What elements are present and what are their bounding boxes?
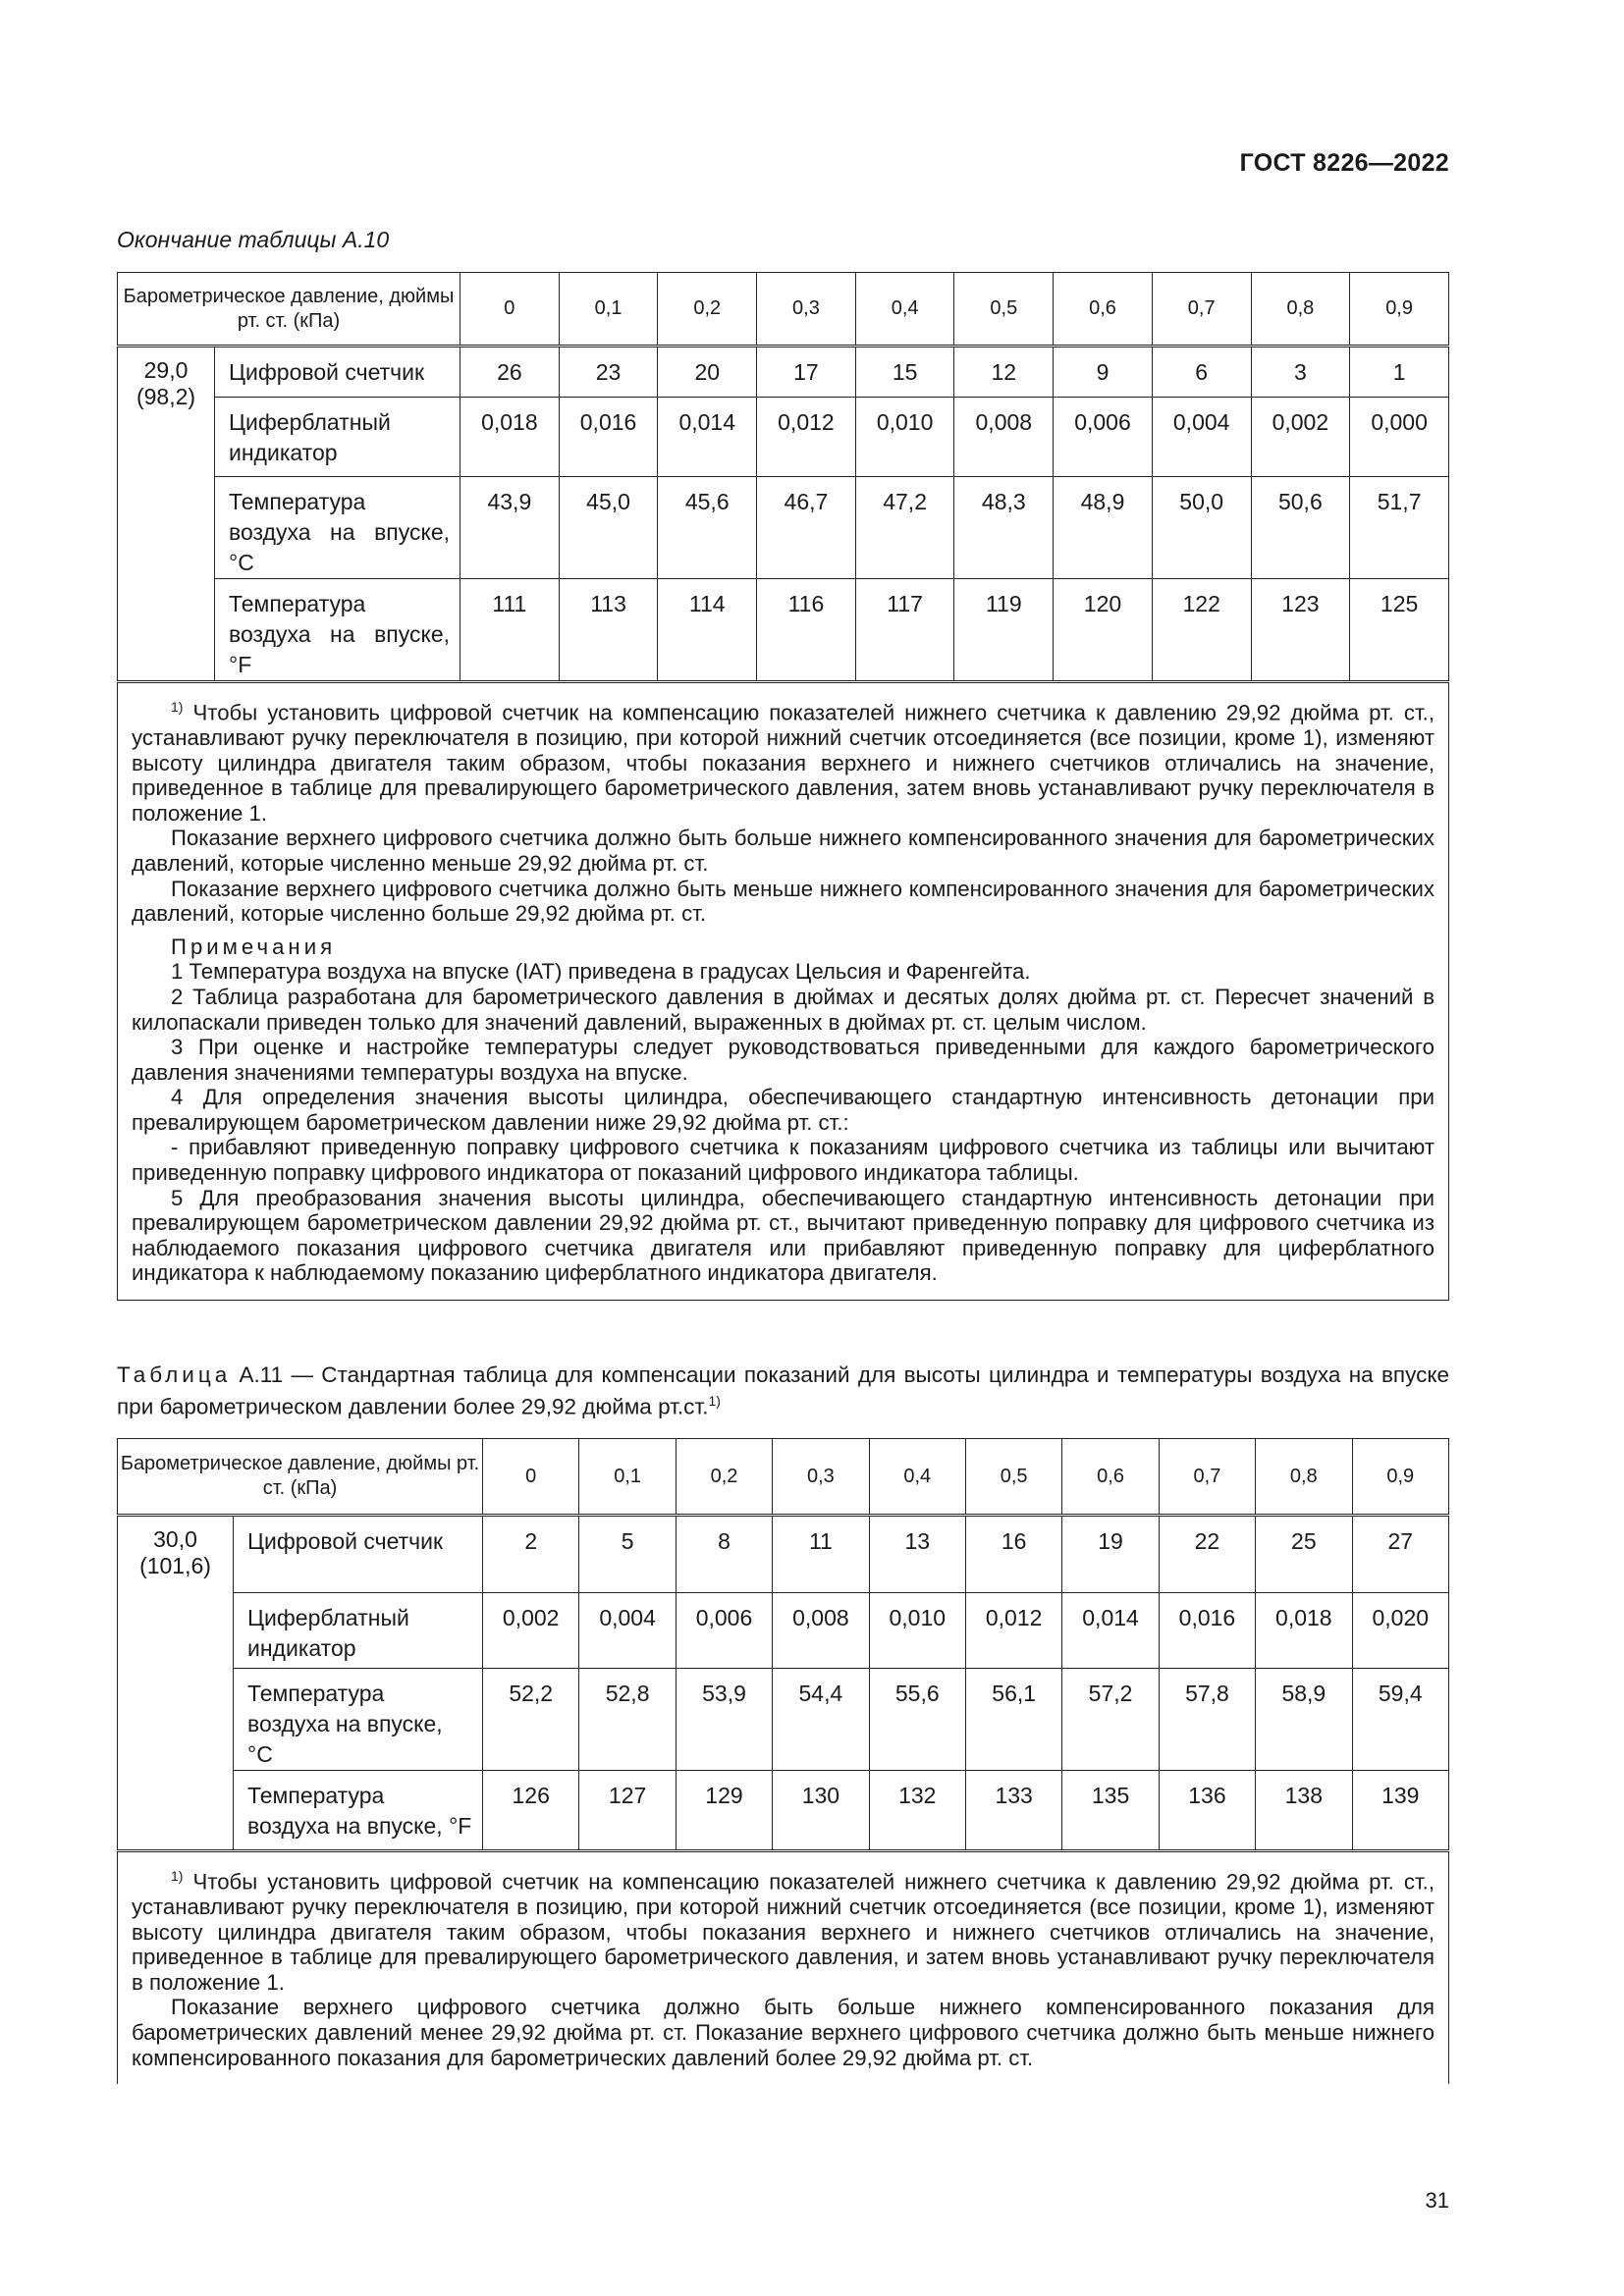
table-cell: 0,006 — [1054, 398, 1153, 477]
caption-footnote-mark: 1) — [708, 1393, 721, 1409]
table-cell: 0,010 — [855, 398, 954, 477]
column-header: 0,1 — [579, 1439, 676, 1516]
table-cell: 1 — [1350, 347, 1449, 398]
table-cell: 9 — [1054, 347, 1153, 398]
footnote-paragraph — [132, 1864, 1435, 1995]
table-notes — [118, 682, 1449, 1301]
column-header: 0,9 — [1350, 273, 1449, 347]
table-row — [118, 477, 1449, 579]
table-header-row — [118, 273, 1449, 347]
column-header: 0,3 — [757, 273, 856, 347]
pressure-header-label: Барометрическое давление, дюймы рт. ст. (кПа) — [118, 1439, 483, 1516]
column-header: 0,7 — [1159, 1439, 1255, 1516]
table-cell: 47,2 — [855, 477, 954, 579]
table-cell: 11 — [773, 1516, 869, 1593]
row-label: Цифровой счетчик — [234, 1516, 483, 1593]
table-cell: 120 — [1054, 579, 1153, 682]
table-cell: 0,008 — [954, 398, 1054, 477]
column-header: 0,7 — [1152, 273, 1251, 347]
table-cell: 55,6 — [869, 1669, 965, 1771]
table-cell: 25 — [1256, 1516, 1352, 1593]
table-cell: 57,8 — [1159, 1669, 1255, 1771]
table-cell: 48,3 — [954, 477, 1054, 579]
table-cell: 17 — [757, 347, 856, 398]
note-item: 4 Для определения значения высоты цилиндра, обеспечивающего стандартную интенсивность детонации при превалирующем барометрическом давлении ниже 29,92 дюйма рт. ст.: — [132, 1085, 1435, 1135]
table-cell: 132 — [869, 1771, 965, 1851]
column-header: 0,2 — [676, 1439, 772, 1516]
table-cell: 26 — [460, 347, 560, 398]
table-cell: 0,012 — [757, 398, 856, 477]
table-cell: 13 — [869, 1516, 965, 1593]
row-label: Температура воздуха на впуске, °F — [234, 1771, 483, 1851]
table-cell: 53,9 — [676, 1669, 772, 1771]
table-cell: 122 — [1152, 579, 1251, 682]
footnote-mark: 1) — [171, 699, 184, 715]
table-row — [118, 1669, 1449, 1771]
footnote-paragraph — [132, 695, 1435, 826]
table-cell: 3 — [1251, 347, 1350, 398]
column-header: 0,5 — [965, 1439, 1061, 1516]
table-cell: 117 — [855, 579, 954, 682]
column-header: 0,8 — [1256, 1439, 1352, 1516]
table-cell: 139 — [1352, 1771, 1448, 1851]
pressure-group-kpa: (101,6) — [139, 1553, 211, 1578]
column-header: 0,3 — [773, 1439, 869, 1516]
table-cell: 20 — [658, 347, 757, 398]
note-item: - прибавляют приведенную поправку цифрового счетчика к показаниям цифрового счетчика из таблицы или вычитают приведенную поправку цифрового индикатора от показаний цифрового индикатора таблицы. — [132, 1135, 1435, 1186]
table-cell: 0,000 — [1350, 398, 1449, 477]
column-header: 0,9 — [1352, 1439, 1448, 1516]
note-paragraph: Показание верхнего цифрового счетчика должно быть больше нижнего компенсированного показания для барометрических давлений менее 29,92 дюйма рт. ст. Показание верхнего цифрового счетчика должно быть меньше нижнего компенсированного показания для барометрических давлений более 29,92 дюйма рт. ст. — [132, 1995, 1435, 2070]
table-cell: 130 — [773, 1771, 869, 1851]
table-cell: 45,0 — [559, 477, 658, 579]
column-header: 0,1 — [559, 273, 658, 347]
table-cell: 0,006 — [676, 1593, 772, 1669]
table-row — [118, 579, 1449, 682]
column-header: 0,4 — [855, 273, 954, 347]
pressure-group-cell — [118, 1516, 234, 1851]
table-cell: 126 — [483, 1771, 579, 1851]
note-paragraph: Показание верхнего цифрового счетчика должно быть больше нижнего компенсированного значения для барометрических давлений, которые численно меньше 29,92 дюйма рт. ст. — [132, 826, 1435, 876]
table-cell: 2 — [483, 1516, 579, 1593]
pressure-group-kpa: (98,2) — [135, 384, 196, 409]
table-header-row — [118, 1439, 1449, 1516]
table-cell: 45,6 — [658, 477, 757, 579]
table-cell: 56,1 — [965, 1669, 1061, 1771]
table-cell: 6 — [1152, 347, 1251, 398]
table-cell: 0,002 — [483, 1593, 579, 1669]
table-notes — [118, 1851, 1449, 2085]
table-cell: 125 — [1350, 579, 1449, 682]
table-cell: 54,4 — [773, 1669, 869, 1771]
table-row — [118, 1771, 1449, 1851]
table-cell: 23 — [559, 347, 658, 398]
table-cell: 12 — [954, 347, 1054, 398]
column-header: 0,2 — [658, 273, 757, 347]
table-row — [118, 398, 1449, 477]
table-cell: 52,2 — [483, 1669, 579, 1771]
table-cell: 0,010 — [869, 1593, 965, 1669]
table-cell: 0,016 — [559, 398, 658, 477]
table-caption-text: А.11 — Стандартная таблица для компенсации показаний для высоты цилиндра и температуры воздуха на впуске при барометрическом давлении более 29,92 дюйма рт.ст. — [117, 1362, 1449, 1419]
table-row — [118, 1593, 1449, 1669]
table-notes-row — [118, 1851, 1449, 2085]
note-item: 1 Температура воздуха на впуске (IAT) приведена в градусах Цельсия и Фаренгейта. — [171, 959, 1031, 985]
page-number: 31 — [1425, 2188, 1449, 2213]
note-item: 5 Для преобразования значения высоты цилиндра, обеспечивающего стандартную интенсивность детонации при превалирующем барометрическом давлении 29,92 дюйма рт. ст., вычитают приведенную поправку для цифрового счетчика из наблюдаемого показания цифрового счетчика двигателя или прибавляют приведенную поправку для циферблатного индикатора к наблюдаемому показанию циферблатного индикатора двигателя. — [132, 1185, 1435, 1286]
table-cell: 48,9 — [1054, 477, 1153, 579]
table-cell: 0,018 — [460, 398, 560, 477]
table-cell: 0,012 — [965, 1593, 1061, 1669]
table-a10-continuation-caption: Окончание таблицы А.10 — [117, 227, 390, 252]
table-row — [118, 347, 1449, 398]
table-cell: 113 — [559, 579, 658, 682]
note-item: 2 Таблица разработана для барометрического давления в дюймах и десятых долях дюйма рт. ст. Пересчет значений в килопаскали приведен только для значений давлений, выраженных в дюймах рт. ст. целым числом. — [132, 984, 1435, 1035]
table-cell: 114 — [658, 579, 757, 682]
table-cell: 119 — [954, 579, 1054, 682]
table-cell: 50,6 — [1251, 477, 1350, 579]
table-cell: 0,020 — [1352, 1593, 1448, 1669]
table-a10 — [117, 272, 1449, 1301]
table-cell: 0,004 — [1152, 398, 1251, 477]
pressure-group-cell — [118, 347, 215, 682]
column-header: 0,4 — [869, 1439, 965, 1516]
table-row — [118, 1516, 1449, 1593]
table-cell: 0,014 — [1062, 1593, 1159, 1669]
row-label: Температура воздуха на впуске, °С — [215, 477, 460, 579]
column-header: 0,6 — [1054, 273, 1153, 347]
table-cell: 0,014 — [658, 398, 757, 477]
column-header: 0 — [460, 273, 560, 347]
footnote-text: Чтобы установить цифровой счетчик на компенсацию показателей нижнего счетчика к давлению 29,92 дюйма рт. ст., устанавливают ручку переключателя в позицию, при которой нижний счетчик отсоединяется (все позиции, кроме 1), изменяют высоту цилиндра двигателя таким образом, чтобы показания верхнего и нижнего счетчиков отличались на значение, приведенное в таблице для превалирующего барометрического давления, и затем вновь устанавливают ручку переключателя в положение 1. — [132, 1869, 1435, 1995]
column-header: 0,5 — [954, 273, 1054, 347]
note-item: 3 При оценке и настройке температуры следует руководствоваться приведенными для каждого барометрического давления значениями температуры воздуха на впуске. — [132, 1035, 1435, 1085]
table-cell: 111 — [460, 579, 560, 682]
table-cell: 135 — [1062, 1771, 1159, 1851]
table-cell: 43,9 — [460, 477, 560, 579]
row-label: Температура воздуха на впуске, °С — [234, 1669, 483, 1771]
row-label: Температура воздуха на впуске, °F — [215, 579, 460, 682]
table-cell: 5 — [579, 1516, 676, 1593]
table-notes-row — [118, 682, 1449, 1301]
table-cell: 0,004 — [579, 1593, 676, 1669]
table-a11 — [117, 1438, 1449, 2084]
note-paragraph: Показание верхнего цифрового счетчика должно быть меньше нижнего компенсированного значения для барометрических давлений, которые численно больше 29,92 дюйма рт. ст. — [132, 876, 1435, 927]
column-header: 0,8 — [1251, 273, 1350, 347]
table-cell: 8 — [676, 1516, 772, 1593]
table-a11-caption — [117, 1362, 1449, 1420]
table-cell: 58,9 — [1256, 1669, 1352, 1771]
table-cell: 123 — [1251, 579, 1350, 682]
row-label: Циферблатный индикатор — [215, 398, 460, 477]
column-header: 0,6 — [1062, 1439, 1159, 1516]
table-cell: 59,4 — [1352, 1669, 1448, 1771]
table-cell: 127 — [579, 1771, 676, 1851]
table-cell: 133 — [965, 1771, 1061, 1851]
table-cell: 116 — [757, 579, 856, 682]
table-caption-label: Таблица — [117, 1362, 232, 1387]
table-cell: 0,018 — [1256, 1593, 1352, 1669]
table-cell: 138 — [1256, 1771, 1352, 1851]
table-cell: 136 — [1159, 1771, 1255, 1851]
table-cell: 51,7 — [1350, 477, 1449, 579]
row-label: Цифровой счетчик — [215, 347, 460, 398]
footnote-mark: 1) — [171, 1868, 184, 1884]
table-cell: 57,2 — [1062, 1669, 1159, 1771]
table-cell: 16 — [965, 1516, 1061, 1593]
column-header: 0 — [483, 1439, 579, 1516]
pressure-group-value: 30,0 — [153, 1526, 197, 1552]
document-standard-header: ГОСТ 8226—2022 — [1239, 149, 1449, 177]
table-cell: 15 — [855, 347, 954, 398]
notes-title: Примечания — [171, 934, 337, 959]
table-cell: 52,8 — [579, 1669, 676, 1771]
pressure-group-value: 29,0 — [143, 357, 189, 383]
table-cell: 19 — [1062, 1516, 1159, 1593]
table-cell: 50,0 — [1152, 477, 1251, 579]
table-cell: 129 — [676, 1771, 772, 1851]
pressure-header-label: Барометрическое давление, дюймы рт. ст. (кПа) — [118, 273, 460, 347]
table-cell: 0,008 — [773, 1593, 869, 1669]
table-cell: 0,002 — [1251, 398, 1350, 477]
footnote-text: Чтобы установить цифровой счетчик на компенсацию показателей нижнего счетчика к давлению 29,92 дюйма рт. ст., устанавливают ручку переключателя в позицию, при которой нижний счетчик отсоединяется (все позиции, кроме 1), изменяют высоту цилиндра двигателя таким образом, чтобы показания верхнего и нижнего счетчиков отличались на значение, приведенное в таблице для превалирующего барометрического давления, затем вновь устанавливают ручку переключателя в положение 1. — [132, 700, 1435, 826]
table-cell: 22 — [1159, 1516, 1255, 1593]
row-label: Циферблатный индикатор — [234, 1593, 483, 1669]
table-cell: 46,7 — [757, 477, 856, 579]
table-cell: 0,016 — [1159, 1593, 1255, 1669]
table-cell: 27 — [1352, 1516, 1448, 1593]
